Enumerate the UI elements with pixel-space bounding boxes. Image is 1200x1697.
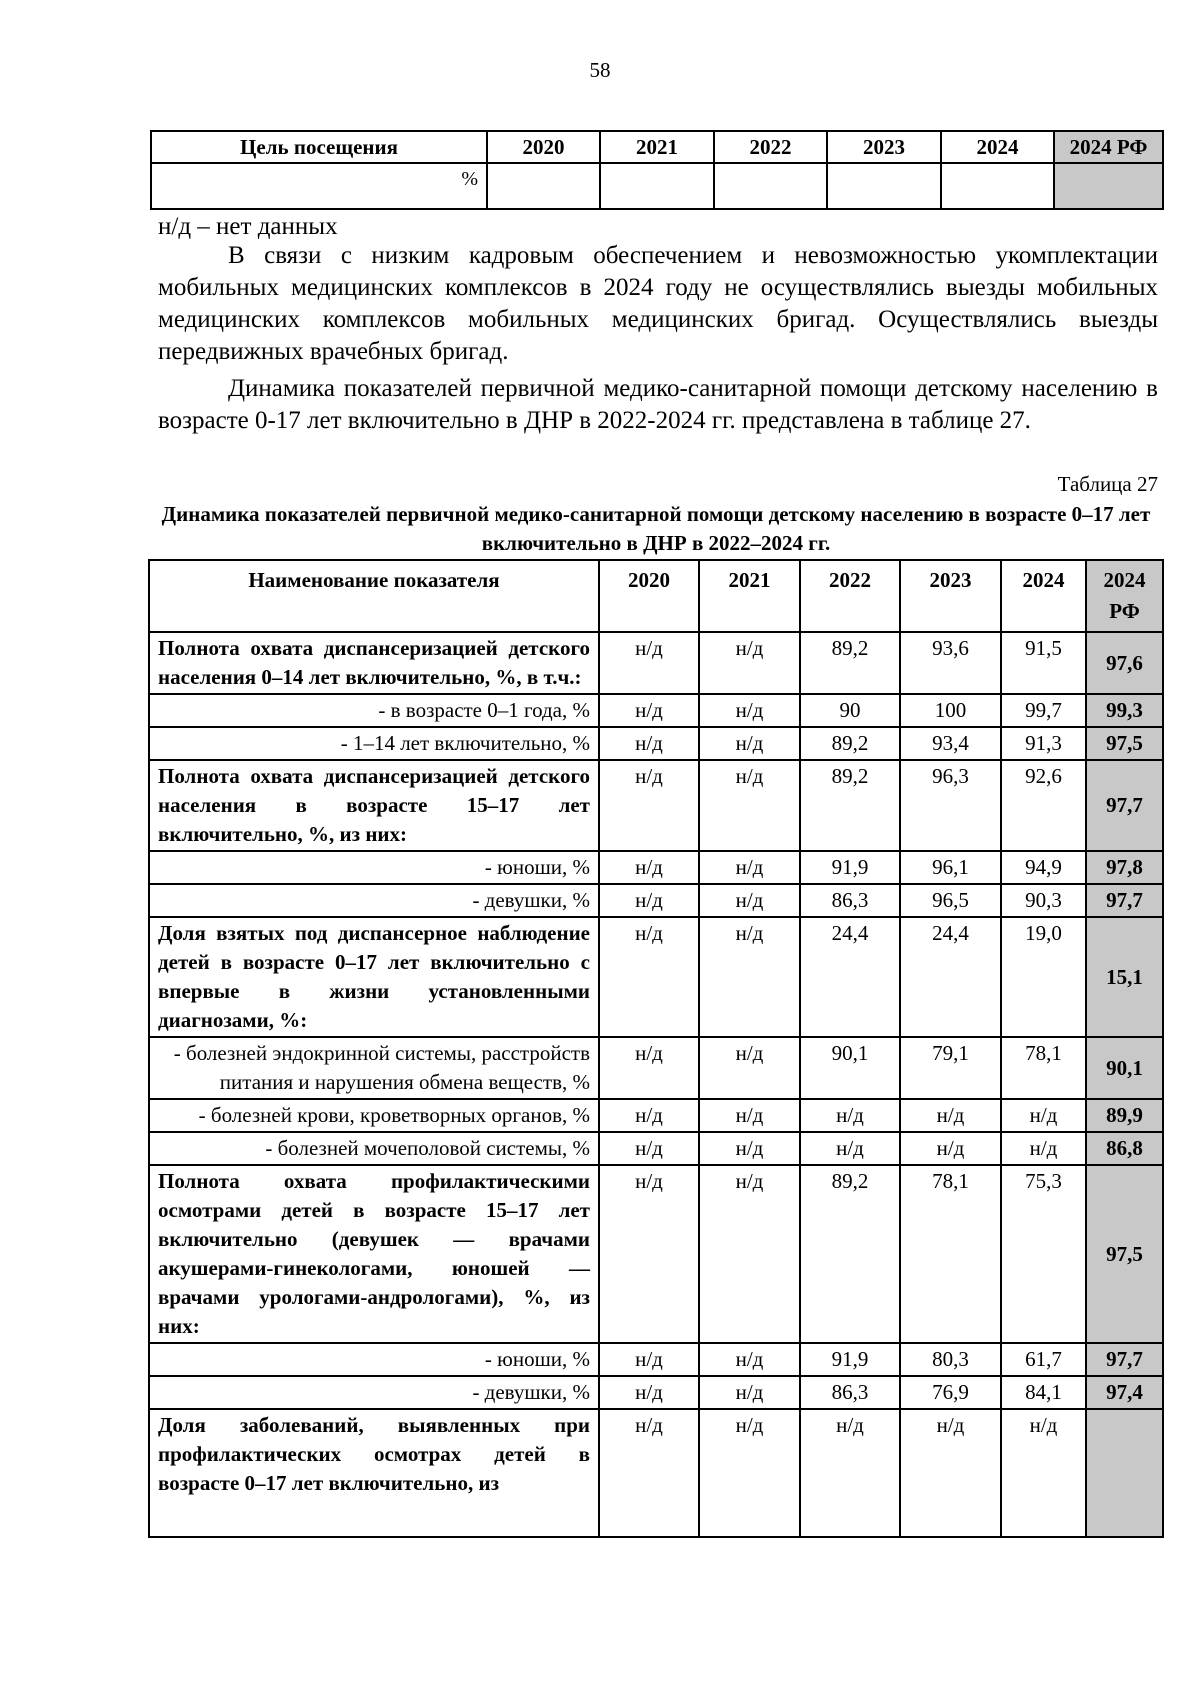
value-2024: 61,7	[1001, 1343, 1086, 1376]
value-2023: 100	[900, 694, 1001, 727]
table-row	[149, 851, 1163, 884]
value-2022: 89,2	[800, 632, 900, 694]
header-2021: 2021	[600, 131, 714, 163]
value-2024-rf: 86,8	[1086, 1132, 1163, 1165]
value-2023: 76,9	[900, 1376, 1001, 1409]
header-visit-purpose: Цель посещения	[151, 131, 487, 163]
value-2021: н/д	[699, 760, 800, 851]
value-2021: н/д	[699, 884, 800, 917]
value-2021: н/д	[699, 727, 800, 760]
value-2021: н/д	[699, 1037, 800, 1099]
value-2024: н/д	[1001, 1132, 1086, 1165]
unit-cell: %	[151, 163, 487, 209]
value-2023: н/д	[900, 1099, 1001, 1132]
table-row	[149, 760, 1163, 851]
indicator-name: Полнота охвата диспансеризацией детского населения 0–14 лет включительно, %, в т.ч.:	[149, 632, 599, 694]
value-2022: 89,2	[800, 1165, 900, 1343]
table-row	[149, 1376, 1163, 1409]
value-2022: 89,2	[800, 760, 900, 851]
table-row	[149, 1343, 1163, 1376]
indicator-name: Полнота охвата диспансеризацией детского населения в возрасте 15–17 лет включительно, %, из них:	[149, 760, 599, 851]
value-2020: н/д	[599, 1376, 699, 1409]
value-2024-rf: 90,1	[1086, 1037, 1163, 1099]
value-2022: 91,9	[800, 1343, 900, 1376]
table-caption: Динамика показателей первичной медико-санитарной помощи детскому населению в возрасте 0–17 лет включительно в ДНР в 2022–2024 гг.	[161, 502, 1151, 555]
value-2020: н/д	[599, 1037, 699, 1099]
value-2024-rf: 15,1	[1086, 917, 1163, 1037]
value-2020: н/д	[599, 851, 699, 884]
value-2023: 96,1	[900, 851, 1001, 884]
indicator-name: Доля заболеваний, выявленных при профилактических осмотрах детей в возрасте 0–17 лет включительно, из	[149, 1409, 599, 1537]
value-2024-rf: 99,3	[1086, 694, 1163, 727]
value-2020: н/д	[599, 1343, 699, 1376]
value-2020: н/д	[599, 1099, 699, 1132]
value-2024-rf: 97,7	[1086, 884, 1163, 917]
table-label: Таблица 27	[1057, 472, 1158, 496]
value-2024: 92,6	[1001, 760, 1086, 851]
paragraph-mobile-complexes: В связи с низким кадровым обеспечением и невозможностью укомплектации мобильных медицинских комплексов в 2024 году не осуществлялись выезды мобильных медицинских комплексов мобильных медицинских бригад. Осуществлялись выезды передвижных врачебных бригад.	[158, 242, 1158, 365]
value-2022: 24,4	[800, 917, 900, 1037]
value-2023: н/д	[900, 1132, 1001, 1165]
table-header-row	[149, 560, 1163, 632]
table-header-row	[151, 131, 1163, 163]
value-2022: 86,3	[800, 1376, 900, 1409]
value-2024-rf: 97,4	[1086, 1376, 1163, 1409]
value-2024: 94,9	[1001, 851, 1086, 884]
indicator-name: Полнота охвата профилактическими осмотрами детей в возрасте 15–17 лет включительно (девушек — врачами акушерами-гинекологами, юношей — врачами урологами-андрологами), %, из них:	[149, 1165, 599, 1343]
indicator-name: - болезней мочеполовой системы, %	[149, 1132, 599, 1165]
header-2020: 2020	[599, 560, 699, 632]
indicator-name: - болезней эндокринной системы, расстройств питания и нарушения обмена веществ, %	[149, 1037, 599, 1099]
header-2024-rf: 2024 РФ	[1086, 560, 1163, 632]
value-2024-rf: 97,6	[1086, 632, 1163, 694]
value-2024: 90,3	[1001, 884, 1086, 917]
table-row	[149, 884, 1163, 917]
value-2024-rf: 97,5	[1086, 1165, 1163, 1343]
value-2024: 91,5	[1001, 632, 1086, 694]
value-2022: н/д	[800, 1132, 900, 1165]
value-2020: н/д	[599, 1132, 699, 1165]
value-2024-rf: 97,7	[1086, 760, 1163, 851]
table-row	[149, 632, 1163, 694]
table-row	[149, 1099, 1163, 1132]
value-2020: н/д	[599, 727, 699, 760]
header-2024: 2024	[941, 131, 1054, 163]
value-2023: 80,3	[900, 1343, 1001, 1376]
value-2022: 86,3	[800, 884, 900, 917]
indicator-name: - болезней крови, кроветворных органов, %	[149, 1099, 599, 1132]
value-2020: н/д	[599, 884, 699, 917]
value-2023: 24,4	[900, 917, 1001, 1037]
empty-cell	[487, 163, 600, 209]
page-number: 58	[589, 58, 611, 82]
value-2024: н/д	[1001, 1409, 1086, 1537]
primary-care-indicators-table	[148, 559, 1164, 1538]
header-2023: 2023	[900, 560, 1001, 632]
value-2023: н/д	[900, 1409, 1001, 1537]
value-2024-rf: 97,5	[1086, 727, 1163, 760]
indicator-name: - девушки, %	[149, 1376, 599, 1409]
value-2023: 93,4	[900, 727, 1001, 760]
header-2022: 2022	[714, 131, 827, 163]
value-2021: н/д	[699, 1376, 800, 1409]
header-2021: 2021	[699, 560, 800, 632]
header-2024-rf: 2024 РФ	[1054, 131, 1163, 163]
header-2023: 2023	[827, 131, 941, 163]
value-2024: н/д	[1001, 1099, 1086, 1132]
value-2020: н/д	[599, 1165, 699, 1343]
value-2024: 84,1	[1001, 1376, 1086, 1409]
legend-note: н/д – нет данных	[158, 213, 338, 240]
value-2023: 78,1	[900, 1165, 1001, 1343]
indicator-name: Доля взятых под диспансерное наблюдение детей в возрасте 0–17 лет включительно с впервые в жизни установленными диагнозами, %:	[149, 917, 599, 1037]
value-2021: н/д	[699, 1165, 800, 1343]
value-2021: н/д	[699, 1343, 800, 1376]
value-2020: н/д	[599, 760, 699, 851]
value-2024: 91,3	[1001, 727, 1086, 760]
visit-purpose-table	[150, 130, 1164, 210]
value-2021: н/д	[699, 694, 800, 727]
value-2023: 96,3	[900, 760, 1001, 851]
paragraph-dynamics-intro: Динамика показателей первичной медико-санитарной помощи детскому населению в возрасте 0-17 лет включительно в ДНР в 2022-2024 гг. представлена в таблице 27.	[158, 375, 1158, 434]
header-2024: 2024	[1001, 560, 1086, 632]
indicator-name: - юноши, %	[149, 851, 599, 884]
value-2022: 91,9	[800, 851, 900, 884]
header-indicator-name: Наименование показателя	[149, 560, 599, 632]
value-2023: 96,5	[900, 884, 1001, 917]
value-2020: н/д	[599, 632, 699, 694]
value-2021: н/д	[699, 851, 800, 884]
table-row	[149, 727, 1163, 760]
indicator-name: - в возрасте 0–1 года, %	[149, 694, 599, 727]
table-row	[151, 163, 1163, 209]
empty-cell	[714, 163, 827, 209]
value-2023: 93,6	[900, 632, 1001, 694]
value-2020: н/д	[599, 1409, 699, 1537]
value-2024: 78,1	[1001, 1037, 1086, 1099]
value-2024-rf: 89,9	[1086, 1099, 1163, 1132]
table-row	[149, 917, 1163, 1037]
value-2022: н/д	[800, 1099, 900, 1132]
table-row	[149, 1165, 1163, 1343]
table-row	[149, 1037, 1163, 1099]
indicator-name: - юноши, %	[149, 1343, 599, 1376]
value-2024: 99,7	[1001, 694, 1086, 727]
value-2021: н/д	[699, 917, 800, 1037]
value-2021: н/д	[699, 1132, 800, 1165]
value-2021: н/д	[699, 1099, 800, 1132]
indicator-name: - девушки, %	[149, 884, 599, 917]
header-2022: 2022	[800, 560, 900, 632]
header-2020: 2020	[487, 131, 600, 163]
value-2024-rf	[1086, 1409, 1163, 1537]
value-2021: н/д	[699, 1409, 800, 1537]
indicator-name: - 1–14 лет включительно, %	[149, 727, 599, 760]
value-2024-rf: 97,8	[1086, 851, 1163, 884]
empty-cell	[941, 163, 1054, 209]
value-2021: н/д	[699, 632, 800, 694]
empty-cell	[827, 163, 941, 209]
value-2022: 90,1	[800, 1037, 900, 1099]
value-2020: н/д	[599, 694, 699, 727]
value-2024: 75,3	[1001, 1165, 1086, 1343]
table-row	[149, 694, 1163, 727]
table-row	[149, 1409, 1163, 1537]
value-2022: 89,2	[800, 727, 900, 760]
empty-cell-rf	[1054, 163, 1163, 209]
value-2022: 90	[800, 694, 900, 727]
table-row	[149, 1132, 1163, 1165]
value-2020: н/д	[599, 917, 699, 1037]
value-2023: 79,1	[900, 1037, 1001, 1099]
value-2024-rf: 97,7	[1086, 1343, 1163, 1376]
value-2024: 19,0	[1001, 917, 1086, 1037]
value-2022: н/д	[800, 1409, 900, 1537]
empty-cell	[600, 163, 714, 209]
